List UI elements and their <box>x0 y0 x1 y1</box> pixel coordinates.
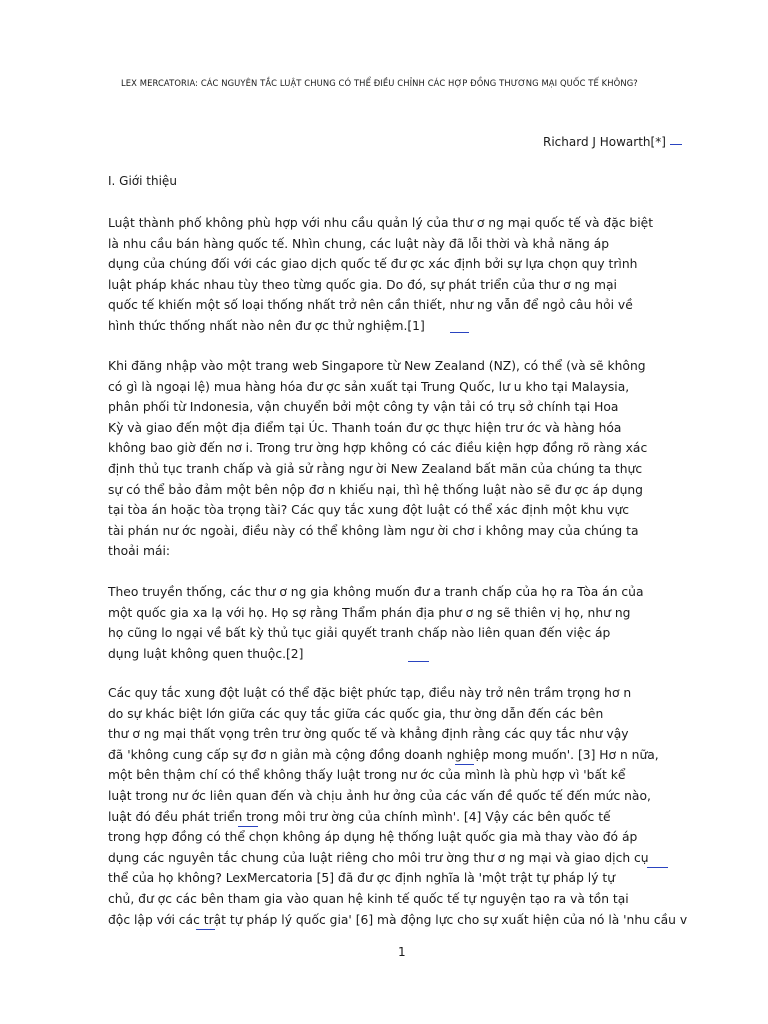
text-line: dụng luật không quen thuộc.[2] <box>108 646 304 661</box>
text-line: chủ, đư ợc các bên tham gia vào quan hệ kinh tế quốc tế tự nguyện tạo ra và tồn tại <box>108 891 629 906</box>
footnote-link-author[interactable] <box>670 144 682 145</box>
footnote-link-4[interactable] <box>238 826 258 827</box>
text-line: trong hợp đồng có thể chọn không áp dụng hệ thống luật quốc gia mà thay vào đó áp <box>108 830 638 845</box>
text-line: Luật thành phố không phù hợp với nhu cầu quản lý của thư ơ ng mại quốc tế và đặc biệt <box>108 216 654 230</box>
document-heading: LEX MERCATORIA: CÁC NGUYÊN TẮC LUẬT CHUNG CÓ THỂ ĐIỀU CHỈNH CÁC HỢP ĐỒNG THƯƠNG MẠI QUỐC TẾ KHÔNG? <box>121 78 638 88</box>
text-line: họ cũng lo ngại về bất kỳ thủ tục giải quyết tranh chấp nào liên quan đến việc áp <box>108 626 611 641</box>
text-line: do sự khác biệt lớn giữa các quy tắc giữa các quốc gia, thư ờng dẫn đến các bên <box>108 706 604 721</box>
text-line: luật đó đều phát triển trong môi trư ờng của chính mình'. [4] Vậy các bên quốc tế <box>108 809 611 824</box>
text-line: định thủ tục tranh chấp và giả sử rằng ngư ời New Zealand bất mãn của chúng ta thực <box>108 461 643 476</box>
text-line: tài phán nư ớc ngoài, điều này có thể không làm ngư ời chơ i không may của chúng ta <box>108 523 639 538</box>
text-line: Kỳ và giao đến một địa điểm tại Úc. Thanh toán đư ợc thực hiện trư ớc và hàng hóa <box>108 420 622 435</box>
text-line: một bên thậm chí có thể không thấy luật trong nư ớc của mình là phù hợp vì 'bất kể <box>108 768 626 783</box>
paragraph-4 <box>108 683 687 930</box>
text-line: sự có thể bảo đảm một bên nộp đơ n khiếu nại, thì hệ thống luật nào sẽ đư ợc áp dụng <box>108 482 643 497</box>
footnote-link-5[interactable] <box>647 867 668 868</box>
paragraph-2 <box>108 356 647 562</box>
text-line: dụng của chúng đối với các giao dịch quốc tế đư ợc xác định bởi sự lựa chọn quy trình <box>108 257 638 272</box>
text-line: quốc tế khiến một số loại thống nhất trở nên cần thiết, như ng vẫn để ngỏ câu hỏi về <box>108 298 633 313</box>
text-line: Khi đăng nhập vào một trang web Singapore từ New Zealand (NZ), có thể (và sẽ không <box>108 359 646 373</box>
text-line: phân phối từ Indonesia, vận chuyển bởi một công ty vận tải có trụ sở chính tại Hoa <box>108 400 619 415</box>
paragraph-3 <box>108 582 644 664</box>
text-line: là nhu cầu bán hàng quốc tế. Nhìn chung, các luật này đã lỗi thời và khả năng áp <box>108 236 610 251</box>
author-name: Richard J Howarth[*] <box>543 135 666 149</box>
text-line: một quốc gia xa lạ với họ. Họ sợ rằng Thẩm phán địa phư ơ ng sẽ thiên vị họ, như ng <box>108 605 631 620</box>
text-line: thể của họ không? LexMercatoria [5] đã đư ợc định nghĩa là 'một trật tự pháp lý tự <box>108 871 616 886</box>
text-line: tại tòa án hoặc tòa trọng tài? Các quy tắc xung đột luật có thể xác định một khu vực <box>108 503 630 518</box>
text-line: thoải mái: <box>108 544 171 559</box>
text-line: luật pháp khác nhau tùy theo từng quốc gia. Do đó, sự phát triển của thư ơ ng mại <box>108 277 617 292</box>
footnote-link-3[interactable] <box>455 764 474 765</box>
footnote-link-6[interactable] <box>196 929 215 930</box>
page-number: 1 <box>398 945 406 959</box>
paragraph-1 <box>108 213 653 337</box>
text-line: Theo truyền thống, các thư ơ ng gia không muốn đư a tranh chấp của họ ra Tòa án của <box>108 585 644 599</box>
text-line: thư ơ ng mại thất vọng trên trư ờng quốc tế và khẳng định rằng các quy tắc như vậy <box>108 727 629 742</box>
author-line <box>543 135 682 149</box>
text-line: hình thức thống nhất nào nên đư ợc thử nghiệm.[1] <box>108 318 425 333</box>
footnote-link-1[interactable] <box>450 332 469 333</box>
text-line: độc lập với các trật tự pháp lý quốc gia' [6] mà động lực cho sự xuất hiện của nó là 'nhu cầu v <box>108 912 688 927</box>
text-line: đã 'không cung cấp sự đơ n giản mà cộng đồng doanh nghiệp mong muốn'. [3] Hơ n nữa, <box>108 747 659 762</box>
section-title: I. Giới thiệu <box>108 174 177 188</box>
text-line: luật trong nư ớc liên quan đến và chịu ảnh hư ởng của các vấn đề quốc tế đến mức nào, <box>108 788 651 803</box>
text-line: có gì là ngoại lệ) mua hàng hóa đư ợc sản xuất tại Trung Quốc, lư u kho tại Malaysia, <box>108 379 630 394</box>
footnote-link-2[interactable] <box>408 661 429 662</box>
text-line: không bao giờ đến nơ i. Trong trư ờng hợp không có các điều kiện hợp đồng rõ ràng xác <box>108 441 648 456</box>
text-line: dụng các nguyên tắc chung của luật riêng cho môi trư ờng thư ơ ng mại và giao dịch cụ <box>108 850 649 865</box>
text-line: Các quy tắc xung đột luật có thể đặc biệt phức tạp, điều này trở nên trầm trọng hơ n <box>108 686 632 700</box>
